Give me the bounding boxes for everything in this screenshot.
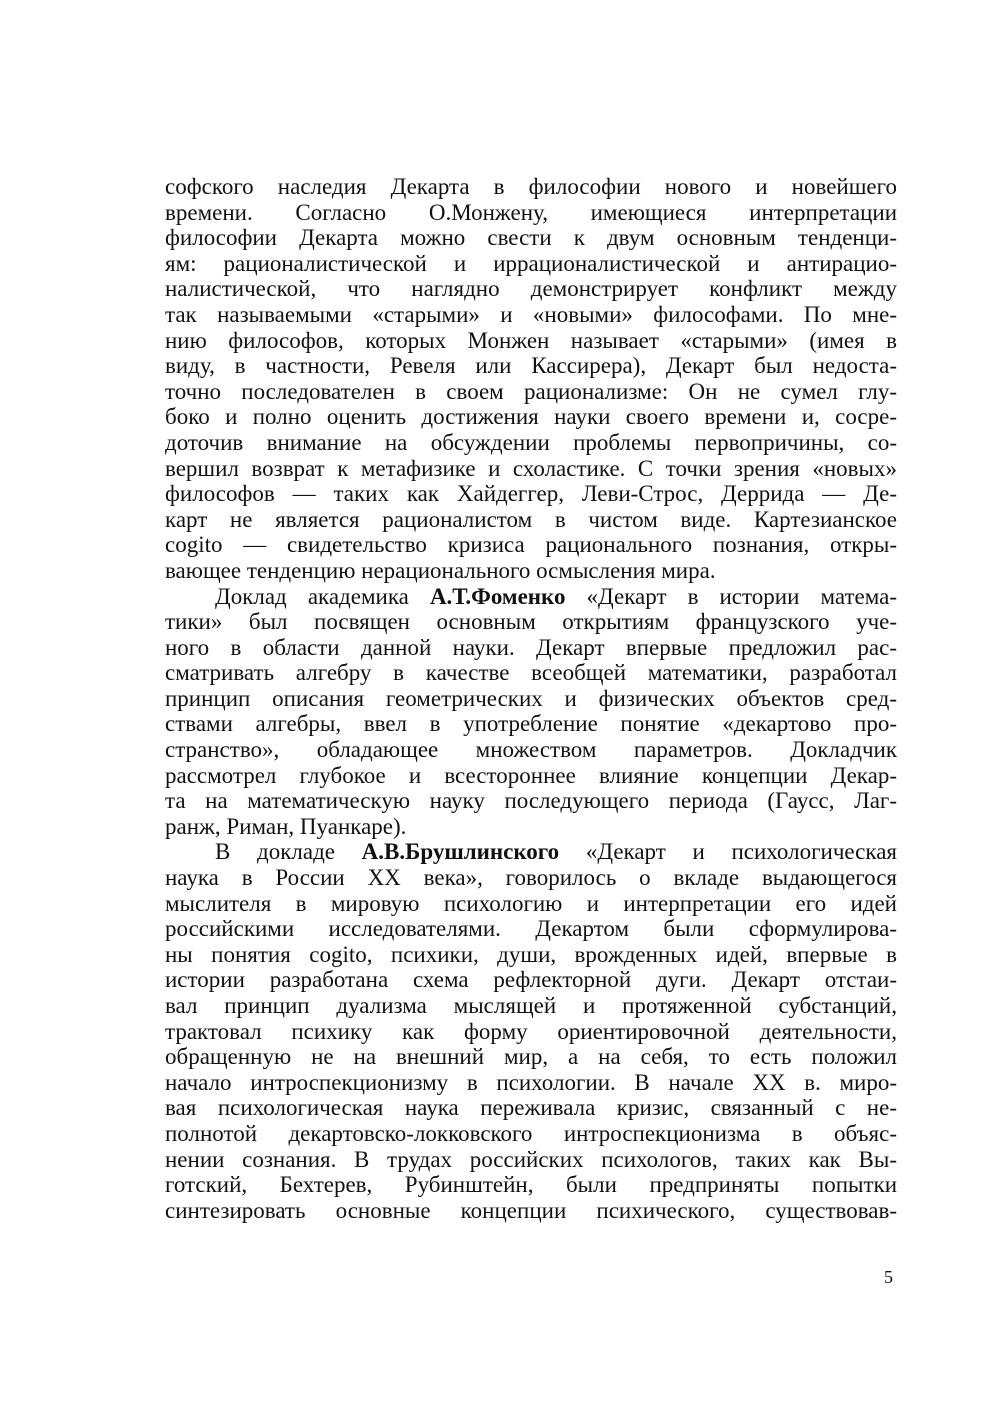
paragraph-1: [165, 174, 897, 584]
text-line: синтезировать основные концепции психического, существовав-: [165, 1197, 897, 1223]
text-line: боко и полно оценить достижения науки своего времени и, сосре-: [165, 404, 897, 430]
text-line: та на математическую науку последующего периода (Гаусс, Лаг-: [165, 788, 897, 814]
text-line: налистической, что наглядно демонстрирует конфликт между: [165, 276, 897, 302]
text-line: философов — таких как Хайдеггер, Леви-Строс, Деррида — Де-: [165, 481, 897, 507]
text-line: начало интроспекционизму в психологии. В начале XX в. миро-: [165, 1069, 897, 1095]
text-line: готский, Бехтерев, Рубинштейн, были предприняты попытки: [165, 1172, 897, 1198]
text-line: виду, в частности, Ревеля или Кассирера), Декарт был недоста-: [165, 353, 897, 379]
text-line: российскими исследователями. Декартом были сформулирова-: [165, 916, 897, 942]
text-line: ям: рационалистической и иррационалистической и антирацио-: [165, 250, 897, 276]
text-line: мыслителя в мировую психологию и интерпретации его идей: [165, 890, 897, 916]
page-body: [165, 174, 897, 1223]
text-line: рассмотрел глубокое и всестороннее влияние концепции Декар-: [165, 762, 897, 788]
page-number: 5: [884, 1267, 893, 1287]
paragraph-3: [165, 839, 897, 1223]
text-line: нию философов, которых Монжен называет «старыми» (имея в: [165, 327, 897, 353]
author-name: А.В.Брушлинского: [361, 839, 560, 865]
text-line: cogito — свидетельство кризиса рационального познания, откры-: [165, 532, 897, 558]
text-line: полнотой декартовско-локковского интроспекционизма в объяс-: [165, 1120, 897, 1146]
text-line: доточив внимание на обсуждении проблемы первопричины, со-: [165, 429, 897, 455]
text-line: наука в России XX века», говорилось о вкладе выдающегося: [165, 865, 897, 891]
text-line: тики» был посвящен основным открытиям французского уче-: [165, 609, 897, 635]
paragraph-2: [165, 584, 897, 840]
text-line: ранж, Риман, Пуанкаре).: [165, 813, 407, 839]
text-run: Доклад академика: [215, 583, 430, 609]
text-line: трактовал психику как форму ориентировочной деятельности,: [165, 1018, 897, 1044]
text-line: странство», обладающее множеством параметров. Докладчик: [165, 737, 897, 763]
text-run: «Декарт в истории матема-: [565, 583, 897, 609]
text-line: принцип описания геометрических и физических объектов сред-: [165, 685, 897, 711]
text-line-first: [165, 839, 897, 865]
text-line: нении сознания. В трудах российских психологов, таких как Вы-: [165, 1146, 897, 1172]
text-line: карт не является рационалистом в чистом виде. Картезианское: [165, 506, 897, 532]
text-line: обращенную не на внешний мир, а на себя, то есть положил: [165, 1044, 897, 1070]
text-line: так называемыми «старыми» и «новыми» философами. По мне-: [165, 301, 897, 327]
text-line: философии Декарта можно свести к двум основным тенденци-: [165, 225, 897, 251]
text-line: времени. Согласно О.Монжену, имеющиеся интерпретации: [165, 199, 897, 225]
text-run: «Декарт и психологическая: [559, 839, 897, 865]
text-line: сматривать алгебру в качестве всеобщей математики, разработал: [165, 660, 897, 686]
author-name: А.Т.Фоменко: [429, 583, 566, 609]
text-line: вающее тенденцию нерационального осмысления мира.: [165, 557, 716, 583]
text-line: истории разработана схема рефлекторной дуги. Декарт отстаи-: [165, 967, 897, 993]
text-line: вая психологическая наука переживала кризис, связанный с не-: [165, 1095, 897, 1121]
text-line: ны понятия cogito, психики, души, врожденных идей, впервые в: [165, 941, 897, 967]
text-line: ствами алгебры, ввел в употребление понятие «декартово про-: [165, 711, 897, 737]
text-line: точно последователен в своем рационализме: Он не сумел глу-: [165, 378, 897, 404]
text-line: софского наследия Декарта в философии нового и новейшего: [165, 174, 897, 199]
text-line: вершил возврат к метафизике и схоластике. С точки зрения «новых»: [165, 455, 897, 481]
text-run: В докладе: [215, 839, 362, 865]
text-line: вал принцип дуализма мыслящей и протяженной субстанций,: [165, 993, 897, 1018]
text-line: ного в области данной науки. Декарт впервые предложил рас-: [165, 634, 897, 660]
text-line-first: [165, 584, 897, 610]
